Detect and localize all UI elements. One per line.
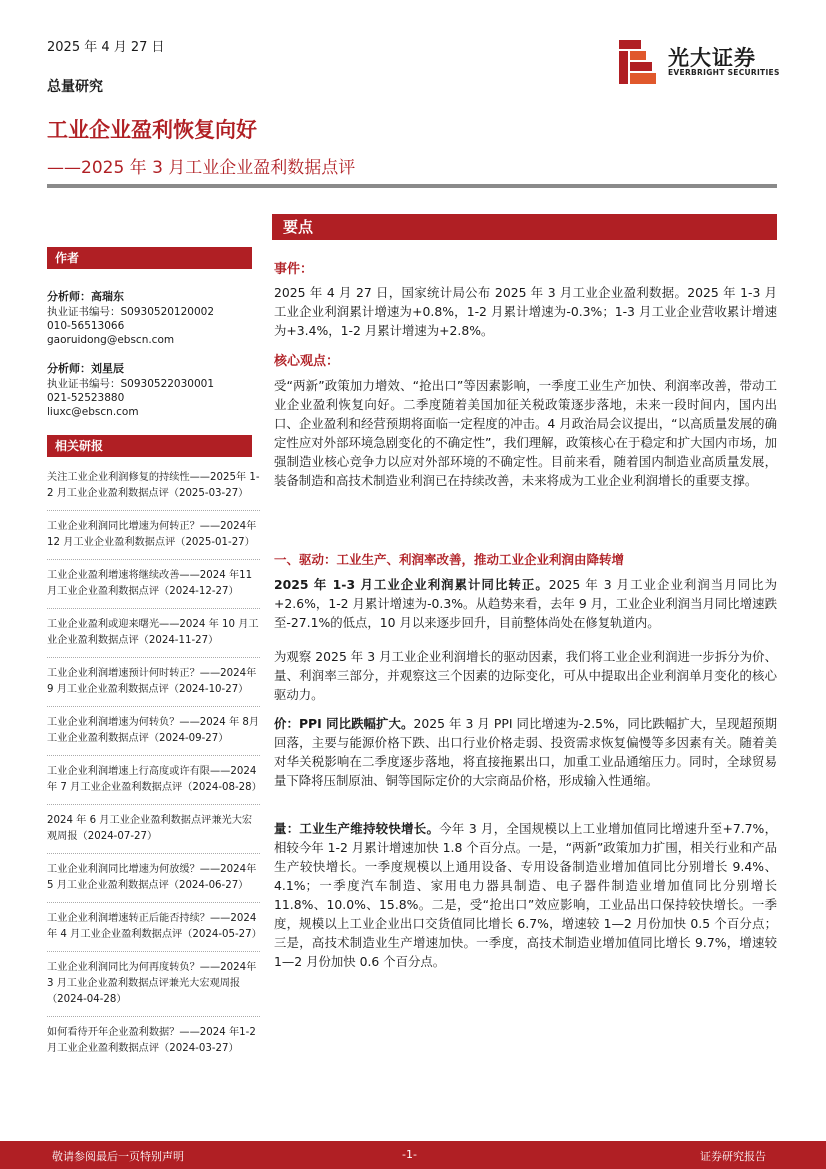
analyst-card <box>47 290 257 347</box>
event-label: 事件： <box>274 262 314 277</box>
related-report-link[interactable]: 工业企业盈利或迎来曙光——2024 年 10 月工业企业盈利数据点评（2024-11-27） <box>47 617 260 658</box>
body-paragraph <box>274 714 777 790</box>
analyst-cert: 执业证书编号：S0930522030001 <box>47 378 215 390</box>
event-paragraph: 2025 年 4 月 27 日，国家统计局公布 2025 年 3 月工业企业盈利数据。2025 年 1-3 月工业企业利润累计增速为+0.8%，1-2 月累计增速为-0.3%；1-3 月工业企业营收累计增速为+3.4%，1-2 月累计增速为+2.8%。 <box>274 285 777 338</box>
page-footer <box>0 1141 826 1169</box>
related-report-link[interactable]: 工业企业利润增速为何转负？——2024 年 8月工业企业盈利数据点评（2024-09-27） <box>47 715 260 756</box>
related-report-link[interactable]: 工业企业利润增速上行高度或许有限——2024 年 7 月工业企业盈利数据点评（2024-08-28） <box>47 764 260 805</box>
core-view-paragraph: 受“两新”政策加力增效、“抢出口”等因素影响，一季度工业生产加快、利润率改善，带动工业企业盈利恢复向好。二季度随着美国加征关税政策逐步落地，未来一段时间内，国内出口、企业盈利和经营预期将面临一定程度的冲击。4 月政治局会议提出，“以高质量发展的确定性应对外部环境急剧变化的不确定性”，我们理解，政策核心在于稳定和扩大国内市场，加强制造业核心竞争力以应对外部环境的不确定性。目前来看，随着国内制造业高质量发展，装备制造和高技术制造业利润已在持续改善，未来将成为工业企业利润增长的重要支撑。 <box>274 378 777 488</box>
related-report-link[interactable]: 工业企业利润同比增速为何转正？——2024年 12 月工业企业盈利数据点评（2025-01-27） <box>47 519 260 560</box>
paragraph-text: 2025 年 3 月 PPI 同比增速为-2.5%，同比跌幅扩大，呈现超预期回落，主要与能源价格下跌、出口行业价格走弱、投资需求恢复偏慢等多因素有关。随着美对华关税影响在二季度逐步落地，将直接拖累出口，加重工业品通缩压力。同时，全球贸易量下降将压制原油、铜等国际定价的大宗商品价格，形成输入性通缩。 <box>274 716 777 788</box>
section-heading: 一、驱动：工业生产、利润率改善，推动工业企业利润由降转增 <box>274 552 625 567</box>
analyst-phone: 010-56513066 <box>47 320 125 332</box>
analyst-name: 分析师：刘星辰 <box>47 362 124 375</box>
paragraph-lead: 量：工业生产维持较快增长。 <box>274 821 440 836</box>
report-type-label: 证券研究报告 <box>700 1150 766 1163</box>
body-paragraph <box>274 819 777 971</box>
brand-name-cn: 光大证券 <box>668 46 756 70</box>
paragraph-text: 2025 年 3 月工业企业利润当月同比为+2.6%，1-2 月累计增速为-0.3%。从趋势来看，去年 9 月，工业企业利润当月同比增速跌至-27.1%的低点，10 月以来逐步回升，目前整体尚处在修复轨道内。 <box>274 577 778 630</box>
related-reports-heading: 相关研报 <box>47 435 252 457</box>
header-divider <box>47 184 777 188</box>
related-report-link[interactable]: 工业企业盈利增速将继续改善——2024 年11 月工业企业盈利数据点评（2024-12-27） <box>47 568 260 609</box>
logo-mark-icon <box>617 38 661 86</box>
report-date: 2025 年 4 月 27 日 <box>47 40 165 55</box>
disclaimer-note: 敬请参阅最后一页特别声明 <box>52 1150 184 1163</box>
report-title: 工业企业盈利恢复向好 <box>47 118 257 142</box>
analyst-email[interactable]: liuxc@ebscn.com <box>47 406 139 418</box>
related-report-link[interactable]: 工业企业利润同比为何再度转负？——2024年 3 月工业企业盈利数据点评兼光大宏观周报（2024-04-28） <box>47 960 260 1017</box>
analyst-email[interactable]: gaoruidong@ebscn.com <box>47 334 175 346</box>
analyst-cert: 执业证书编号：S0930520120002 <box>47 306 215 318</box>
related-report-link[interactable]: 如何看待开年企业盈利数据？——2024 年1-2 月工业企业盈利数据点评（2024-03-27） <box>47 1027 256 1054</box>
related-reports-list <box>47 470 260 1073</box>
report-category: 总量研究 <box>47 79 103 95</box>
key-points-heading: 要点 <box>272 214 777 240</box>
related-report-link[interactable]: 工业企业利润增速转正后能否持续？——2024 年 4 月工业企业盈利数据点评（2024-05-27） <box>47 911 260 952</box>
related-report-link[interactable]: 工业企业利润同比增速为何放缓？——2024年 5 月工业企业盈利数据点评（2024-06-27） <box>47 862 260 903</box>
analyst-phone: 021-52523880 <box>47 392 125 404</box>
core-view-label: 核心观点： <box>274 354 340 369</box>
body-paragraph: 为观察 2025 年 3 月工业企业利润增长的驱动因素，我们将工业企业利润进一步拆分为价、量、利润率三部分，并观察这三个因素的边际变化，可从中提取出企业利润单月变化的核心驱动力。 <box>274 649 777 702</box>
body-paragraph <box>274 575 777 632</box>
related-report-link[interactable]: 关注工业企业利润修复的持续性——2025年 1-2 月工业企业盈利数据点评（2025-03-27） <box>47 470 260 511</box>
page-number: -1- <box>402 1148 417 1161</box>
paragraph-lead: 2025 年 1-3 月工业企业利润累计同比转正。 <box>274 577 549 592</box>
paragraph-lead: 价：PPI 同比跌幅扩大。 <box>274 716 414 731</box>
related-report-link[interactable]: 2024 年 6 月工业企业盈利数据点评兼光大宏观周报（2024-07-27） <box>47 813 260 854</box>
related-report-link[interactable]: 工业企业利润增速预计何时转正？——2024年 9 月工业企业盈利数据点评（2024-10-27） <box>47 666 260 707</box>
brand-name-en: EVERBRIGHT SECURITIES <box>668 68 780 77</box>
report-subtitle: ——2025 年 3 月工业企业盈利数据点评 <box>47 158 356 178</box>
analyst-card <box>47 362 257 419</box>
paragraph-text: 今年 3 月，全国规模以上工业增加值同比增速升至+7.7%，相较今年 1-2 月累计增速加快 1.8 个百分点。一是，“两新”政策加力扩围，相关行业和产品生产较快增长。一季度规模以上通用设备、专用设备制造业增加值同比分别增长 9.4%、4.1%；一季度汽车制造、家用电力器具制造、电子器件制造业增加值同比分别增长 11.8%、10.0%、15.8%。二是，受“抢出口”效应影响，工业品出口保持较快增长。一季度，规模以上工业企业出口交货值同比增长 6.7%，增速较 1—2 月份加快 0.5 个百分点；三是，高技术制造业生产增速加快。一季度，高技术制造业增加值同比增长 9.7%，增速较 1—2 月份加快 0.6 个百分点。 <box>274 821 778 969</box>
authors-heading: 作者 <box>47 247 252 269</box>
analyst-name: 分析师：高瑞东 <box>47 290 124 303</box>
